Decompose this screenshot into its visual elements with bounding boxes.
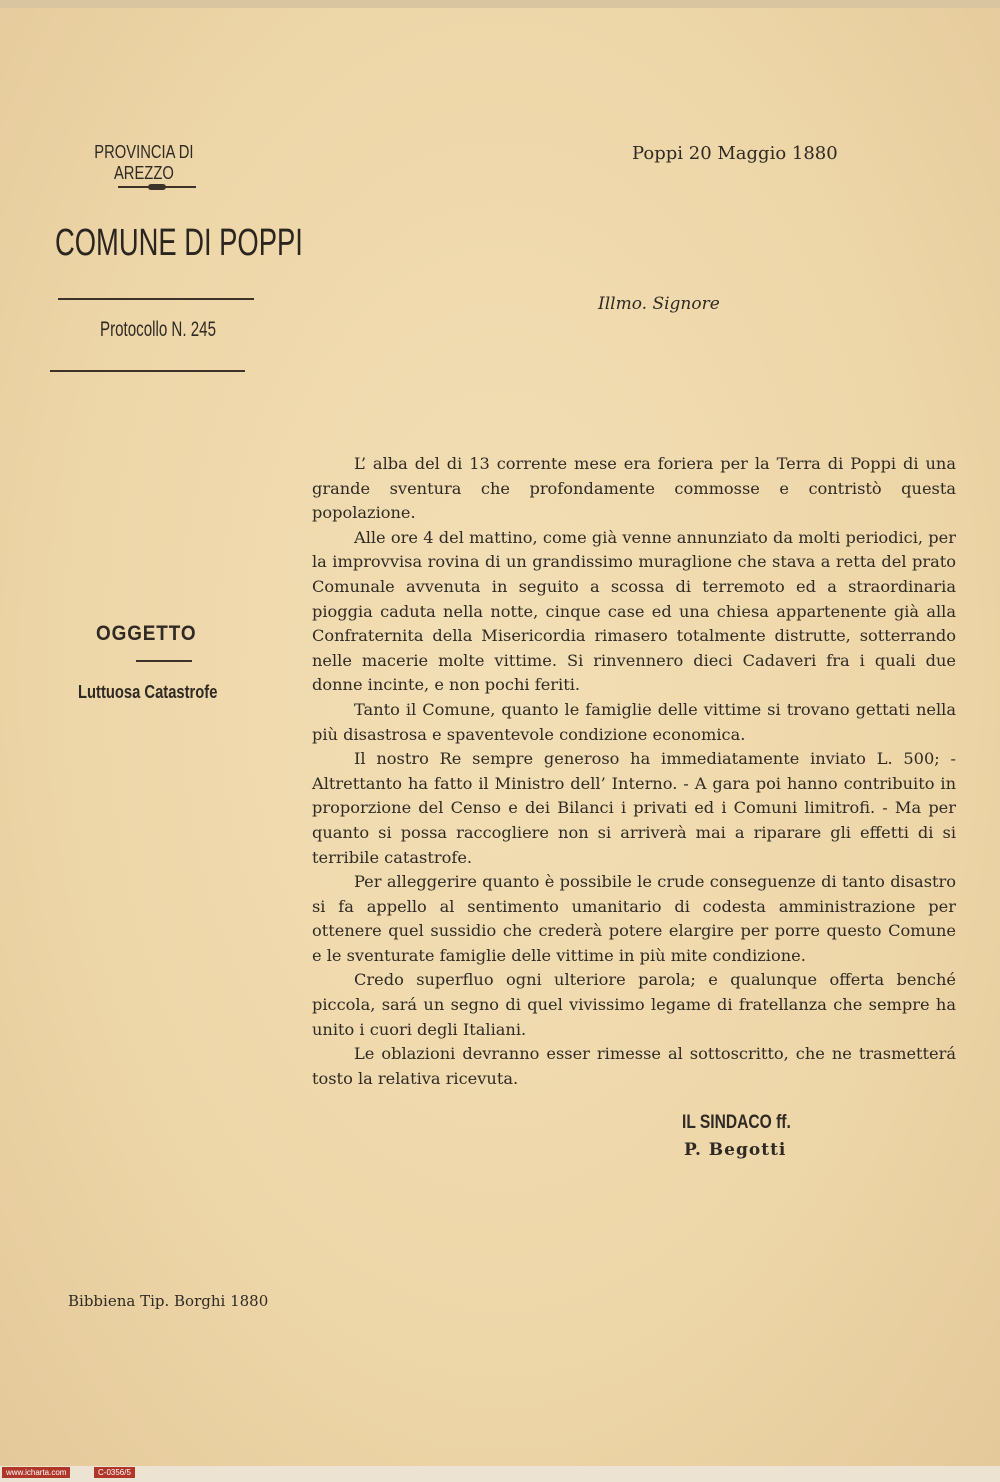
body-paragraph: Credo superfluo ogni ulteriore parola; e qualunque offerta benché piccola, sará un segno di quel vivissimo legame di fratellanza che sempre ha unito i cuori degli Italiani. xyxy=(312,970,956,1039)
subject-rule xyxy=(136,660,192,662)
header-rule-lower xyxy=(50,370,245,372)
letter-date: Poppi 20 Maggio 1880 xyxy=(632,143,838,164)
printer-imprint: Bibbiena Tip. Borghi 1880 xyxy=(68,1292,269,1310)
letter-body xyxy=(312,452,956,1091)
subject-label: OGGETTO xyxy=(96,622,197,645)
province-heading: PROVINCIA DI AREZZO xyxy=(94,142,194,183)
footer-url-badge: www.icharta.com xyxy=(2,1467,70,1478)
salutation: Illmo. Signore xyxy=(598,294,720,314)
body-paragraph: Alle ore 4 del mattino, come già venne annunziato da molti periodici, per la improvvisa rovina di un grandissimo muraglione che stava a retta del prato Comunale avvenuta in seguito a scossa di terremoto ed a straordinaria pioggia caduta nella notte, cinque case ed una chiesa appartenente già alla Confraternita della Misericordia rimasero totalmente distrutte, sotterrando nelle macerie molte vittime. Si rinvennero dieci Cadaveri fra i quali due donne incinte, e non pochi feriti. xyxy=(312,527,956,695)
protocol-number: Protocollo N. 245 xyxy=(100,318,216,341)
footer-code-badge: C-0356/5 xyxy=(94,1467,135,1478)
body-paragraph: Tanto il Comune, quanto le famiglie delle vittime si trovano gettati nella più disastrosa e spaventevole condizione economica. xyxy=(312,699,956,744)
body-paragraph: L’ alba del di 13 corrente mese era foriera per la Terra di Poppi di una grande sventura che profondamente commosse e contristò questa popolazione. xyxy=(312,454,956,523)
ornament-divider xyxy=(118,186,196,188)
body-paragraph: Le oblazioni devranno esser rimesse al sottoscritto, che ne trasmetterá tosto la relativa ricevuta. xyxy=(312,1044,956,1088)
municipality-heading: COMUNE DI POPPI xyxy=(55,222,303,264)
signature-name: P. Begotti xyxy=(684,1140,787,1160)
body-paragraph: Il nostro Re sempre generoso ha immediatamente inviato L. 500; - Altrettanto ha fatto il Ministro dell’ Interno. - A gara poi hanno contribuito in proporzione del Censo e dei Bilanci i privati ed i Comuni limitrofi. - Ma per quanto si possa raccogliere non si arriverà mai a riparare gli effetti di si terribile catastrofe. xyxy=(312,749,956,867)
footer-strip xyxy=(0,1466,1000,1482)
subject-text: Luttuosa Catastrofe xyxy=(78,682,218,702)
top-edge-band xyxy=(0,0,1000,8)
body-paragraph: Per alleggerire quanto è possibile le crude conseguenze di tanto disastro si fa appello al sentimento umanitario di codesta amministrazione per ottenere quel sussidio che crederà potere elargire per porre questo Comune e le sventurate famiglie delle vittime in più mite condizione. xyxy=(312,872,956,965)
signature-title: IL SINDACO ff. xyxy=(682,1112,791,1133)
header-rule xyxy=(58,298,254,300)
